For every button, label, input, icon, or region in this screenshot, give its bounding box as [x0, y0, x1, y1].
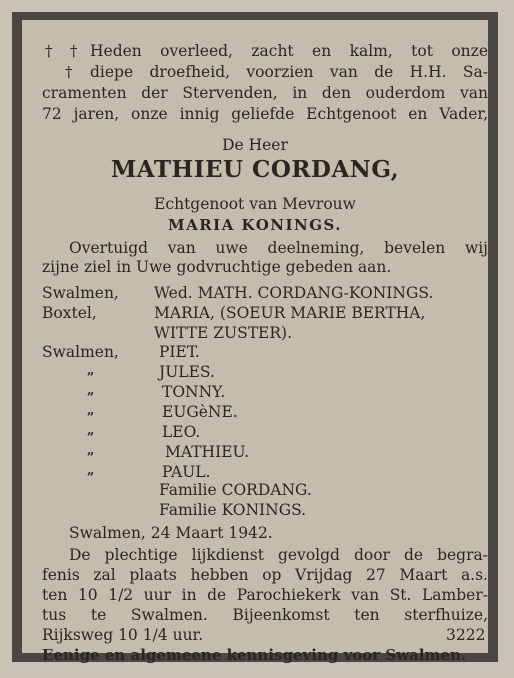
intro-line-2: diepe droefheid, voorzien van de H.H. Sa-	[90, 63, 488, 81]
spouse-intro: Echtgenoot van Mevrouw	[154, 195, 356, 213]
date-line: Swalmen, 24 Maart 1942.	[69, 524, 273, 542]
service-line-3: ten 10 1/2 uur in de Parochiekerk van St. Lamber-	[42, 586, 488, 604]
family-member: LEO.	[162, 423, 201, 441]
dagger-mark-3: †	[65, 63, 73, 81]
family-member: JULES.	[159, 363, 215, 381]
deceased-name: MATHIEU CORDANG,	[110, 156, 400, 183]
intro-line-1: Heden overleed, zacht en kalm, tot onze	[90, 42, 488, 60]
family-place: Swalmen,	[42, 284, 119, 302]
family-member: Familie CORDANG.	[159, 481, 312, 499]
request-line-2: zijne ziel in Uwe godvruchtige gebeden aan.	[42, 258, 392, 276]
reference-number: 3222	[446, 626, 486, 644]
ditto-mark: „	[87, 463, 95, 478]
request-line-1: Overtuigd van uwe deelneming, bevelen wij	[69, 239, 488, 257]
family-member: MARIA, (SOEUR MARIE BERTHA,	[154, 304, 426, 322]
dagger-mark-1: †	[45, 42, 53, 60]
family-member: PAUL.	[162, 463, 211, 481]
dagger-mark-2: †	[70, 42, 78, 60]
service-line-4: tus te Swalmen. Bijeenkomst ten sterfhuize,	[42, 606, 488, 624]
honorific: De Heer	[222, 136, 288, 154]
service-line-5: Rijksweg 10 1/4 uur.	[42, 626, 204, 644]
family-member: Wed. MATH. CORDANG-KONINGS.	[154, 284, 434, 302]
intro-line-3: cramenten der Stervenden, in den ouderdom van	[42, 84, 488, 102]
family-member: MATHIEU.	[165, 443, 250, 461]
family-member: Familie KONINGS.	[159, 501, 307, 519]
footer-notice: Eenige en algemeene kennisgeving voor Swalmen.	[42, 646, 467, 664]
family-member: EUGèNE.	[162, 403, 238, 421]
ditto-mark: „	[87, 383, 95, 398]
service-line-2: fenis zal plaats hebben op Vrijdag 27 Maart a.s.	[42, 566, 488, 584]
ditto-mark: „	[87, 363, 95, 378]
service-line-1: De plechtige lijkdienst gevolgd door de begra-	[69, 546, 488, 564]
spouse-name: MARIA KONINGS.	[167, 216, 343, 234]
intro-line-4: 72 jaren, onze innig geliefde Echtgenoot en Vader,	[42, 105, 488, 123]
family-place: Swalmen,	[42, 343, 119, 361]
family-member: PIET.	[159, 343, 200, 361]
ditto-mark: „	[87, 443, 95, 458]
family-member: TONNY.	[162, 383, 226, 401]
ditto-mark: „	[87, 403, 95, 418]
family-place: Boxtel,	[42, 304, 97, 322]
ditto-mark: „	[87, 423, 95, 438]
family-member: WITTE ZUSTER).	[154, 324, 293, 342]
obituary-notice	[12, 12, 498, 662]
